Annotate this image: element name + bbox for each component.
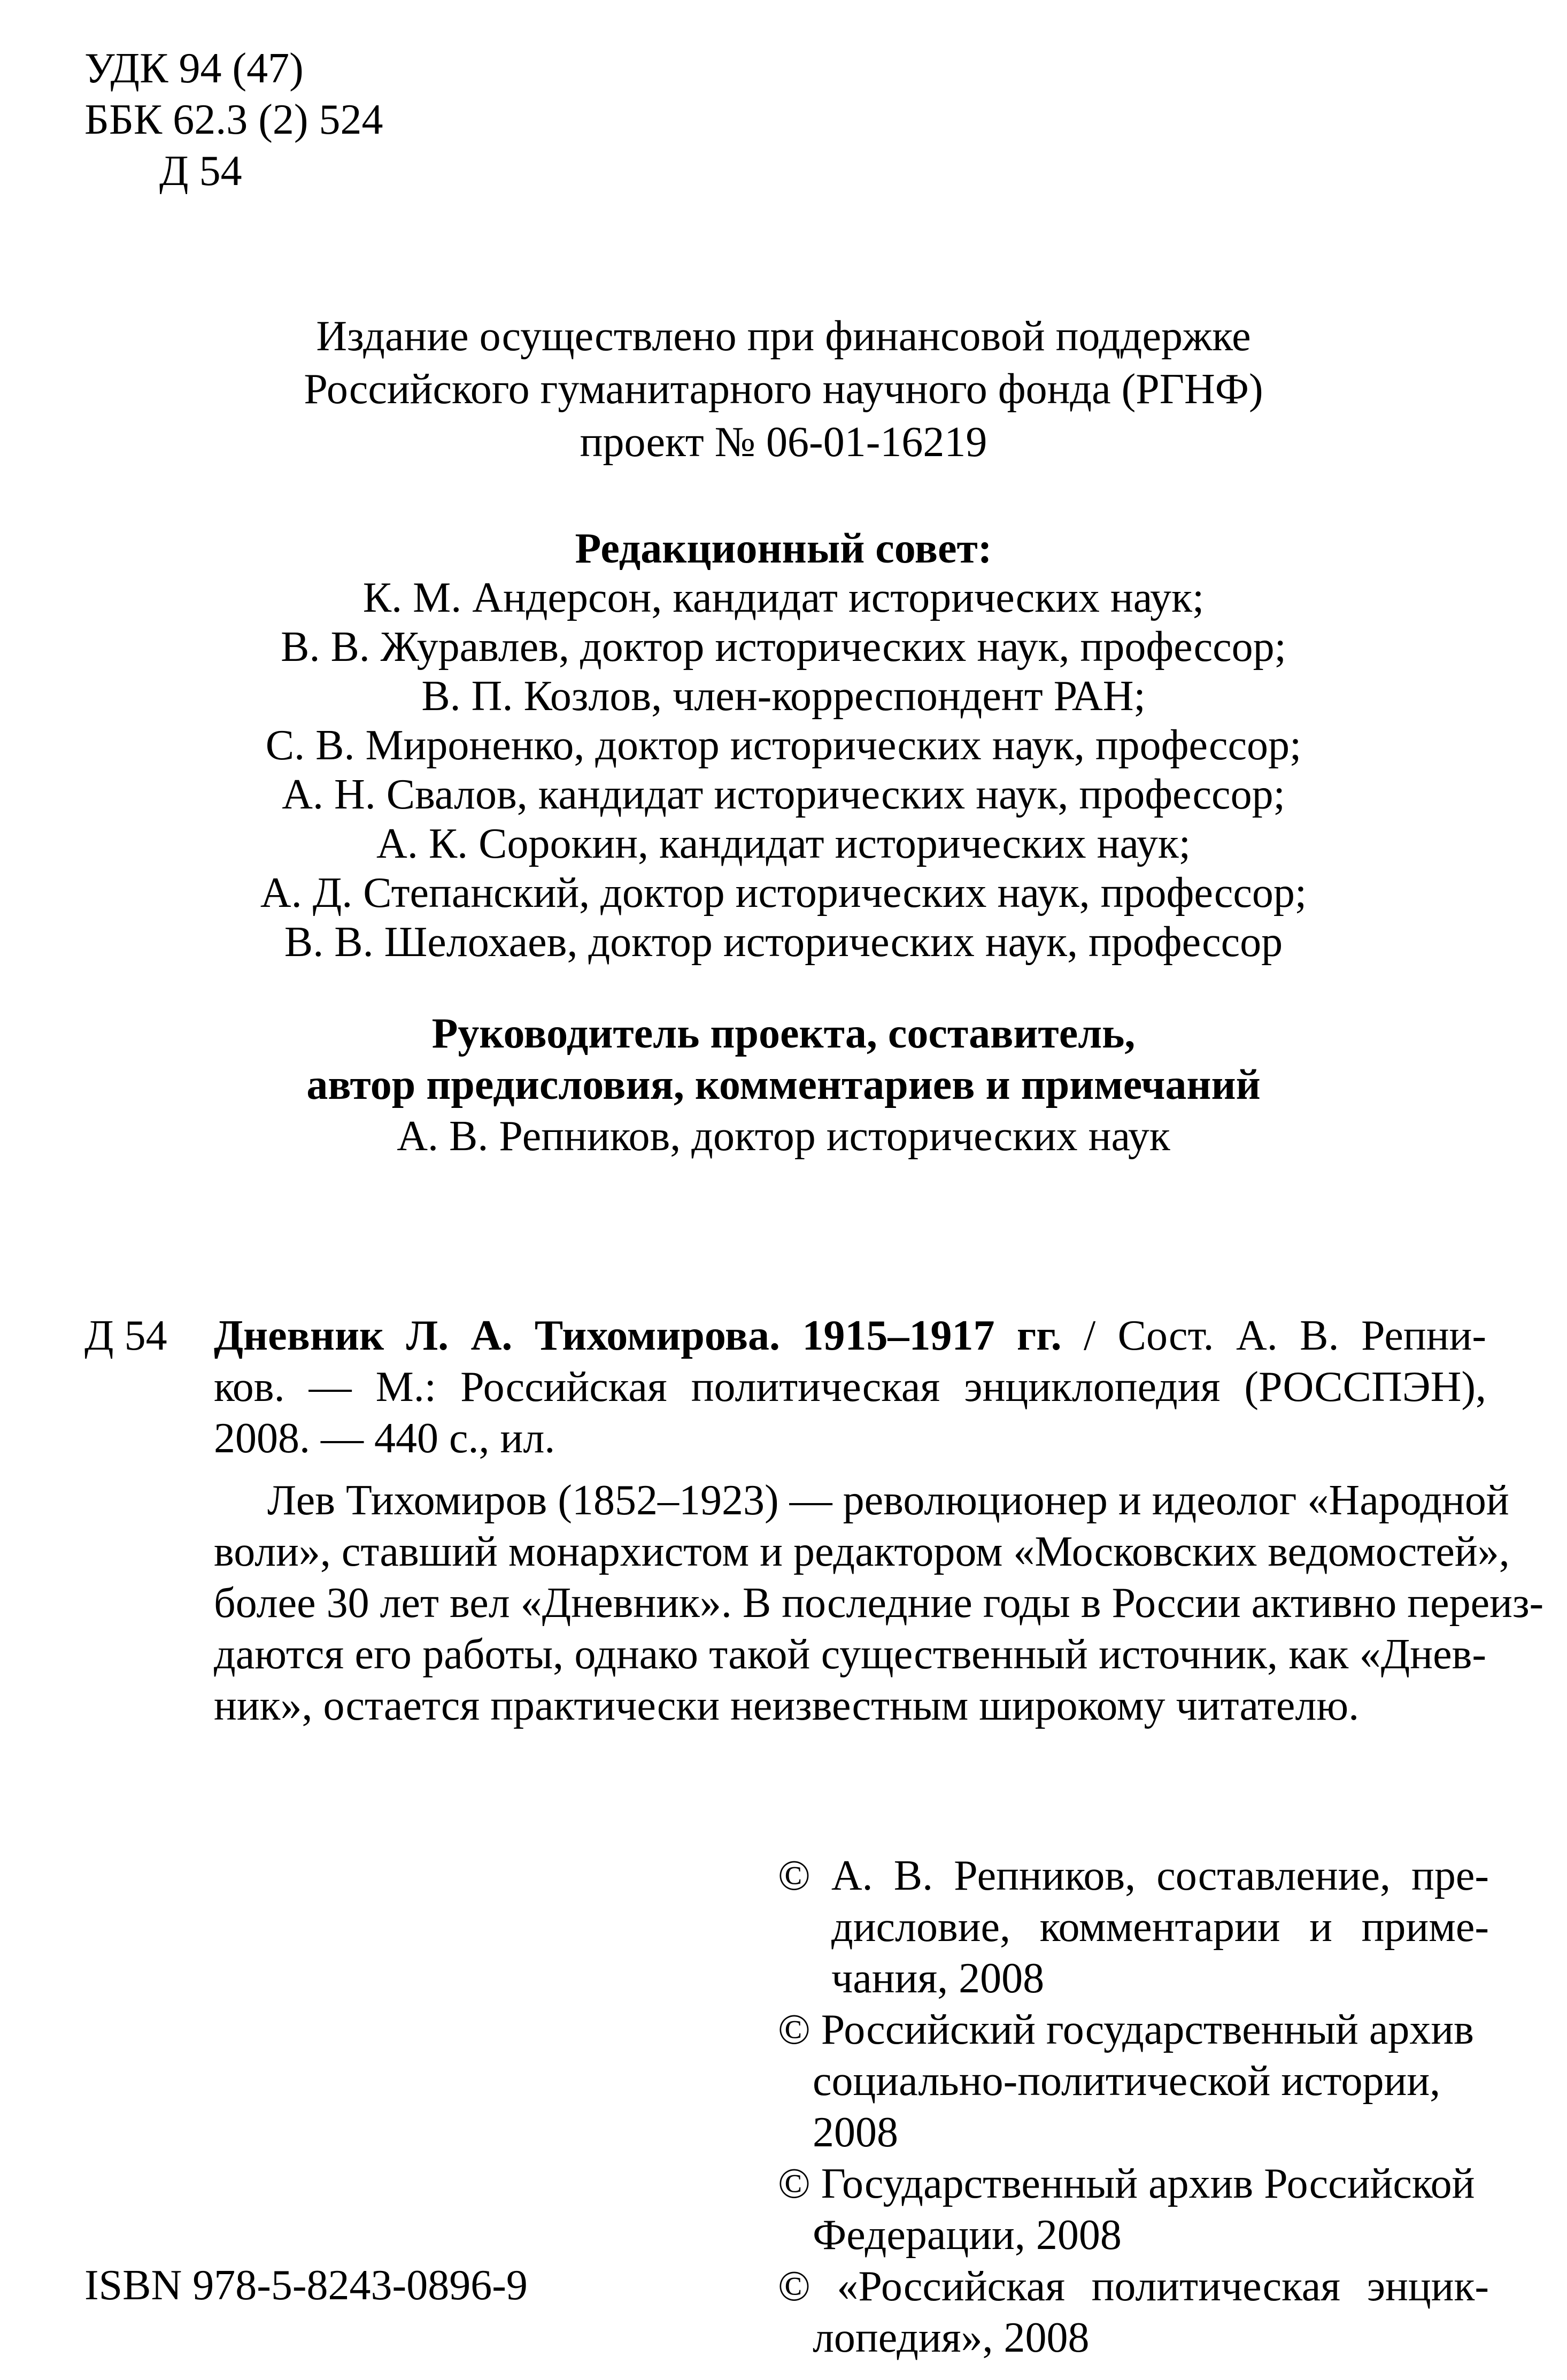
isbn: ISBN 978-5-8243-0896-9 <box>84 2262 528 2309</box>
project-leader <box>0 1008 1567 1162</box>
copyright-item <box>778 2261 1489 2363</box>
copyright-item <box>778 2004 1489 2158</box>
classification-block <box>84 43 383 197</box>
udk-index: УДК 94 (47) <box>84 45 304 92</box>
copyright-line: © А. В. Репников, составление, пре- <box>778 1852 1489 1899</box>
funding-line: Издание осуществлено при финансовой поддержке <box>316 313 1251 360</box>
annotation-line: более 30 лет вел «Дневник». В последние годы в России активно переиз- <box>214 1580 1544 1627</box>
compiler-statement: / Сост. А. В. Репни- <box>1061 1312 1486 1359</box>
copyright-line: чания, 2008 <box>831 1955 1045 2002</box>
project-leader-heading: Руководитель проекта, составитель, <box>431 1010 1136 1057</box>
catalog-entry <box>214 1310 1544 1731</box>
book-title: Дневник Л. А. Тихомирова. 1915–1917 гг. <box>214 1312 1062 1359</box>
council-member: А. Н. Свалов, кандидат исторических наук, профессор; <box>282 771 1285 818</box>
author-mark: Д 54 <box>159 148 242 195</box>
copyright-line: © Российский государственный архив <box>778 2006 1474 2053</box>
publication-details: 2008. — 440 с., ил. <box>214 1415 555 1462</box>
copyright-item <box>778 2158 1489 2261</box>
bbk-index: ББК 62.3 (2) 524 <box>84 96 383 143</box>
copyright-line: Федерации, 2008 <box>813 2212 1122 2259</box>
council-member: К. М. Андерсон, кандидат исторических наук; <box>362 574 1205 621</box>
copyright-item <box>778 1850 1489 2004</box>
annotation-line: ник», остается практически неизвестным широкому читателю. <box>214 1682 1360 1729</box>
copyright-notices <box>778 1850 1489 2363</box>
project-leader-heading: автор предисловия, комментариев и примечаний <box>306 1061 1261 1108</box>
copyright-line: лопедия», 2008 <box>813 2314 1090 2361</box>
publisher-line: ков. — М.: Российская политическая энциклопедия (РОССПЭН), <box>214 1364 1486 1411</box>
copyright-line: дисловие, комментарии и приме- <box>831 1904 1489 1951</box>
spacer <box>214 1464 1486 1475</box>
funding-notice <box>0 310 1567 469</box>
catalog-entry-title-line <box>214 1310 1486 1361</box>
funding-project-number: проект № 06-01-16219 <box>580 419 987 466</box>
catalog-entry-code: Д 54 <box>84 1312 167 1359</box>
annotation-line: воли», ставший монархистом и редактором «Московских ведомостей», <box>214 1528 1510 1575</box>
copyright-line: социально-политической истории, <box>813 2058 1441 2105</box>
annotation-line: Лев Тихомиров (1852–1923) — революционер и идеолог «Народной <box>267 1477 1509 1524</box>
council-member: С. В. Мироненко, доктор исторических наук, профессор; <box>265 722 1302 769</box>
copyright-line: © Государственный архив Российской <box>778 2160 1475 2207</box>
annotation-line: даются его работы, однако такой существенный источник, как «Днев- <box>214 1631 1486 1678</box>
funding-line: Российского гуманитарного научного фонда (РГНФ) <box>304 366 1263 413</box>
editorial-council <box>0 524 1567 967</box>
copyright-line: © «Российская политическая энцик- <box>778 2263 1489 2310</box>
project-leader-name: А. В. Репников, доктор исторических наук <box>397 1113 1170 1160</box>
council-member: В. В. Шелохаев, доктор исторических наук, профессор <box>284 919 1283 966</box>
council-member: В. П. Козлов, член-корреспондент РАН; <box>421 673 1146 720</box>
copyright-line: 2008 <box>813 2109 898 2156</box>
council-member: А. Д. Степанский, доктор исторических наук, профессор; <box>260 869 1307 916</box>
editorial-council-heading: Редакционный совет: <box>575 525 992 572</box>
council-member: В. В. Журавлев, доктор исторических наук, профессор; <box>281 623 1286 671</box>
council-member: А. К. Сорокин, кандидат исторических наук; <box>376 820 1191 867</box>
